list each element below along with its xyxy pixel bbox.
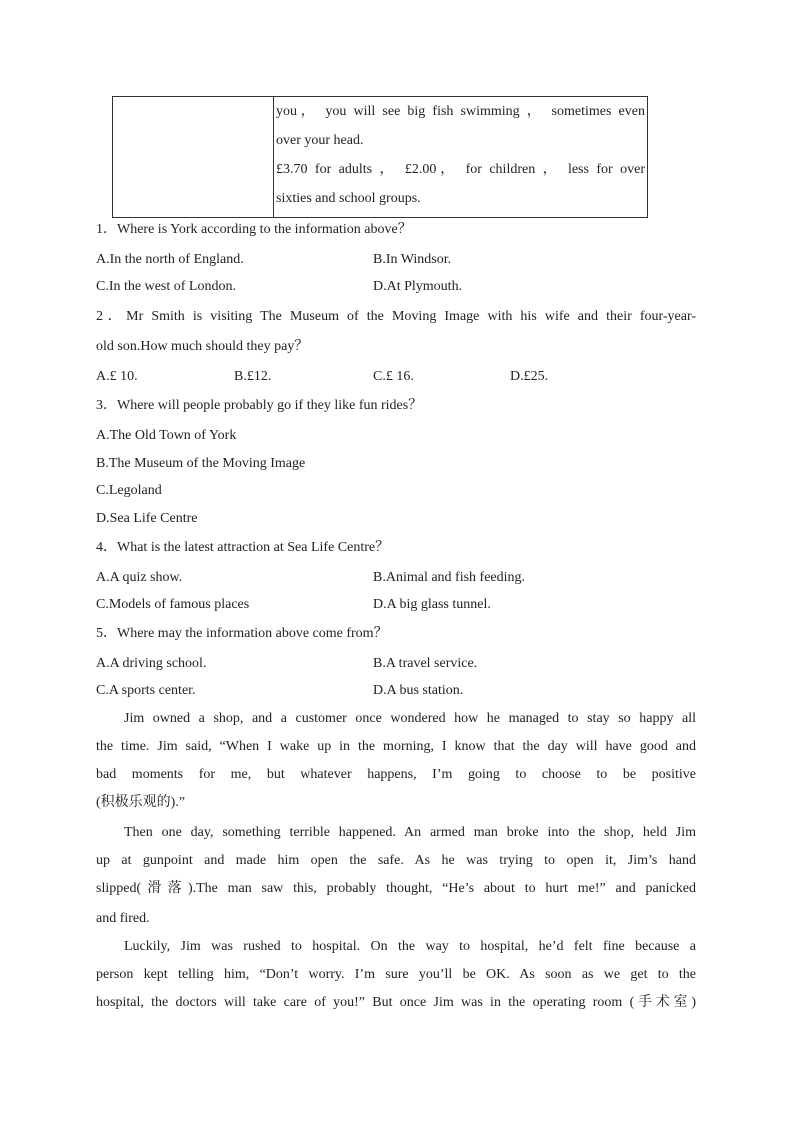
question-5-stem: 5．Where may the information above come from？ xyxy=(96,626,388,641)
question-2-option-c: C.£ 16. xyxy=(373,369,414,384)
question-4-option-d: D.A big glass tunnel. xyxy=(373,597,491,612)
question-3-option-d: D.Sea Life Centre xyxy=(96,511,198,526)
passage-p2-line: up at gunpoint and made him open the safe. As he was trying to open it, Jim’s hand xyxy=(96,853,696,868)
passage-p3-line: Luckily, Jim was rushed to hospital. On the way to hospital, he’d felt fine because a xyxy=(124,939,696,954)
question-3-option-b: B.The Museum of the Moving Image xyxy=(96,456,306,471)
question-2-option-b: B.£12. xyxy=(234,369,272,384)
passage-p1-line: bad moments for me, but whatever happens, I’m going to choose to be positive xyxy=(96,767,696,782)
question-1-stem: 1．Where is York according to the information above？ xyxy=(96,222,412,237)
passage-p1-line: (积极乐观的).” xyxy=(96,795,186,810)
question-2-stem-line-2: old son.How much should they pay？ xyxy=(96,339,309,354)
question-4-option-b: B.Animal and fish feeding. xyxy=(373,570,526,585)
table-text-line: £3.70 for adults ， £2.00， for children ， less for over xyxy=(276,162,645,177)
question-4-option-c: C.Models of famous places xyxy=(96,597,250,612)
table-cell xyxy=(276,97,645,213)
question-1-option-a: A.In the north of England. xyxy=(96,252,244,267)
passage-p2-line: and fired. xyxy=(96,911,150,926)
question-1-option-d: D.At Plymouth. xyxy=(373,279,463,294)
question-3-option-c: C.Legoland xyxy=(96,483,162,498)
table-text-line: over your head. xyxy=(276,133,364,148)
question-5-option-c: C.A sports center. xyxy=(96,683,196,698)
question-3-stem: 3．Where will people probably go if they like fun rides？ xyxy=(96,398,423,413)
question-5-option-a: A.A driving school. xyxy=(96,656,207,671)
table-text-line: you， you will see big fish swimming ， sometimes even xyxy=(276,104,645,119)
question-3-option-a: A.The Old Town of York xyxy=(96,428,237,443)
question-5-option-b: B.A travel service. xyxy=(373,656,478,671)
question-1-option-b: B.In Windsor. xyxy=(373,252,452,267)
table-column-divider xyxy=(273,97,274,217)
table-text-line: sixties and school groups. xyxy=(276,191,421,206)
passage-p3-line: hospital, the doctors will take care of you!” But once Jim was in the operating room (手术室) xyxy=(96,995,696,1010)
passage-p1-line: the time. Jim said, “When I wake up in the morning, I know that the day will have good and xyxy=(96,739,696,754)
question-2-option-d: D.£25. xyxy=(510,369,549,384)
passage-p1-line: Jim owned a shop, and a customer once wondered how he managed to stay so happy all xyxy=(124,711,696,726)
question-4-stem: 4．What is the latest attraction at Sea Life Centre？ xyxy=(96,540,390,555)
question-1-option-c: C.In the west of London. xyxy=(96,279,236,294)
question-2-stem-line-1: 2．Mr Smith is visiting The Museum of the Moving Image with his wife and their four-year- xyxy=(96,309,696,324)
question-5-option-d: D.A bus station. xyxy=(373,683,464,698)
passage-p2-line: slipped(滑落).The man saw this, probably thought, “He’s about to hurt me!” and panicked xyxy=(96,881,696,896)
question-4-option-a: A.A quiz show. xyxy=(96,570,183,585)
passage-p3-line: person kept telling him, “Don’t worry. I’m sure you’ll be OK. As soon as we get to the xyxy=(96,967,696,982)
info-table xyxy=(112,96,648,218)
question-2-option-a: A.£ 10. xyxy=(96,369,138,384)
passage-p2-line: Then one day, something terrible happened. An armed man broke into the shop, held Jim xyxy=(124,825,696,840)
